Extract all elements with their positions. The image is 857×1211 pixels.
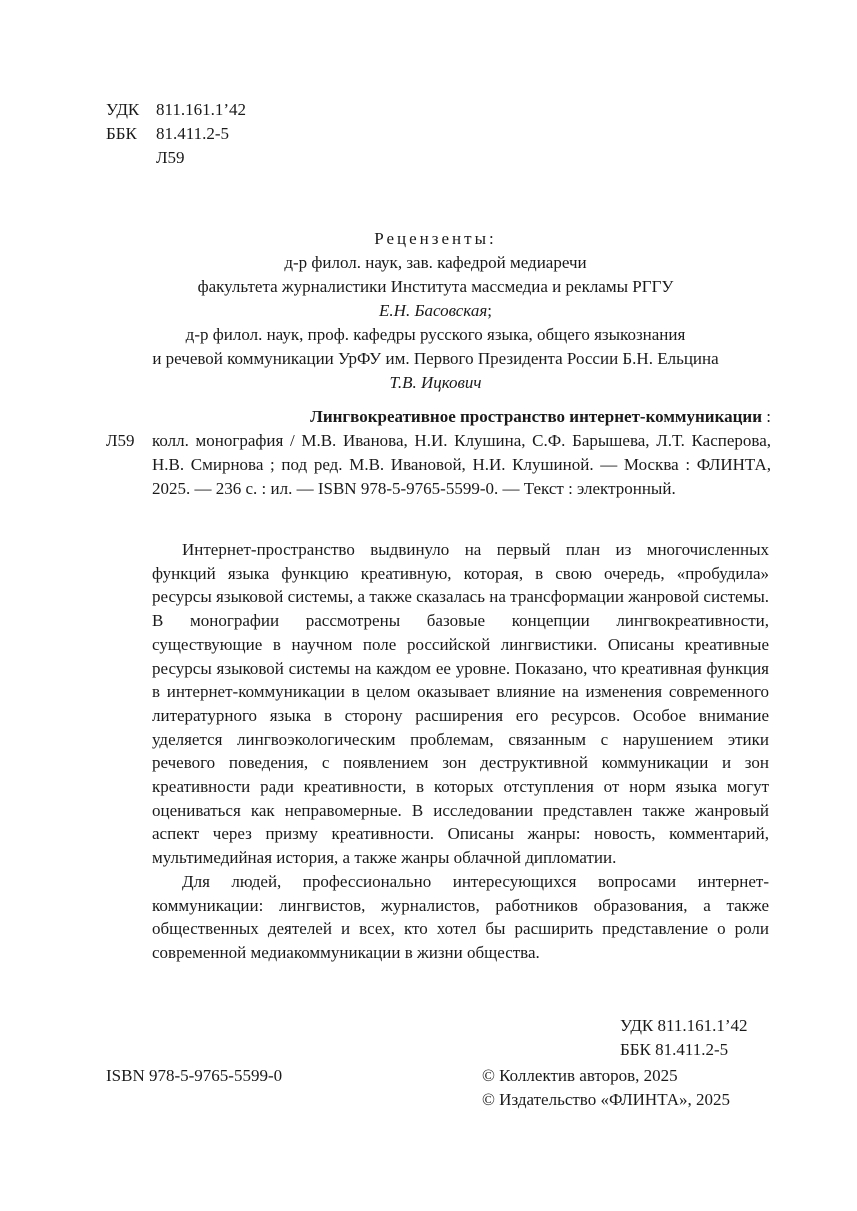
reviewer2-line2: и речевой коммуникации УрФУ им. Первого Президента России Б.Н. Ельцина <box>152 349 719 368</box>
book-title-suffix: : <box>762 407 771 426</box>
author-cutter-code: Л59 <box>156 148 185 167</box>
isbn: ISBN 978-5-9765-5599-0 <box>106 1066 283 1085</box>
annotation-paragraph-2: Для людей, профессионально интересующихся вопросами интернет-коммуникации: лингвистов, журналистов, работников образования, а также общественных деятелей и всех, кто хотел бы расширить представление о роли современной медиакоммуникации в жизни общества. <box>152 871 769 962</box>
annotation <box>152 538 769 965</box>
bbk-row <box>106 122 246 146</box>
bib-body <box>106 429 771 501</box>
reviewer2-name: Т.В. Ицкович <box>389 373 482 392</box>
udk-row <box>106 98 246 122</box>
reviewer2-line1: д-р филол. наук, проф. кафедры русского языка, общего языкознания <box>185 325 686 344</box>
bib-cutter-code: Л59 <box>106 431 135 450</box>
footer-bbk: ББК 81.411.2-5 <box>620 1040 729 1059</box>
footer-classification-codes <box>620 1014 748 1062</box>
reviewer1-name: Е.Н. Басовская <box>379 301 488 320</box>
classification-codes <box>106 98 246 170</box>
udk-value: 811.161.1’42 <box>156 100 247 119</box>
copyright-publisher: © Издательство «ФЛИНТА», 2025 <box>482 1090 731 1109</box>
copyright-block <box>482 1064 730 1112</box>
copyright-authors: © Коллектив авторов, 2025 <box>482 1066 678 1085</box>
cutter-row <box>106 146 246 170</box>
reviewers-heading: Рецензенты: <box>374 229 497 248</box>
bib-title-line <box>106 405 771 429</box>
bbk-label: ББК <box>106 124 137 143</box>
udk-label: УДК <box>106 100 140 119</box>
reviewer1-line1: д-р филол. наук, зав. кафедрой медиаречи <box>284 253 587 272</box>
bbk-value: 81.411.2-5 <box>156 124 230 143</box>
reviewer1-line2: факультета журналистики Института массмедиа и рекламы РГГУ <box>197 277 674 296</box>
annotation-paragraph-1: Интернет-пространство выдвинуло на первый план из многочисленных функций языка функцию креативную, которая, в свою очередь, «пробудила» ресурсы языковой системы, а также сказалась на трансформации жанровой системы. В монографии рассмотрены базовые концепции лингвокреативности, существующие в научном поле российской лингвистики. Описаны креативные ресурсы языковой системы на каждом ее уровне. Показано, что креативная функция в интернет-коммуникации в целом оказывает влияние на изменения современного литературного языка в сторону расширения его ресурсов. Особое внимание уделяется лингвоэкологическим проблемам, связанным с нарушением этики речевого поведения, с появлением зон деструктивной коммуникации и зон креативности ради креативности, в которых отступления от норм языка могут оцениваться как неправомерные. В исследовании представлен также жанровый аспект через призму креативности. Описаны жанры: новость, комментарий, мультимедийная история, а также жанры облачной дипломатии. <box>152 540 769 868</box>
book-title: Лингвокреативное пространство интернет-коммуникации <box>310 407 763 426</box>
bibliographic-record <box>106 405 771 501</box>
footer-udk: УДК 811.161.1’42 <box>620 1016 748 1035</box>
reviewers-block <box>100 227 771 395</box>
bib-description: колл. монография / М.В. Иванова, Н.И. Клушина, С.Ф. Барышева, Л.Т. Касперова, Н.В. Смирнова ; под ред. М.В. Ивановой, Н.И. Клушиной. — Москва : ФЛИНТА, 2025. — 236 с. : ил. — ISBN 978-5-9765-5599-0. — Текст : электронный. <box>152 431 771 498</box>
reviewer1-name-suffix: ; <box>487 301 492 320</box>
reviewer1-name-line <box>100 299 771 323</box>
